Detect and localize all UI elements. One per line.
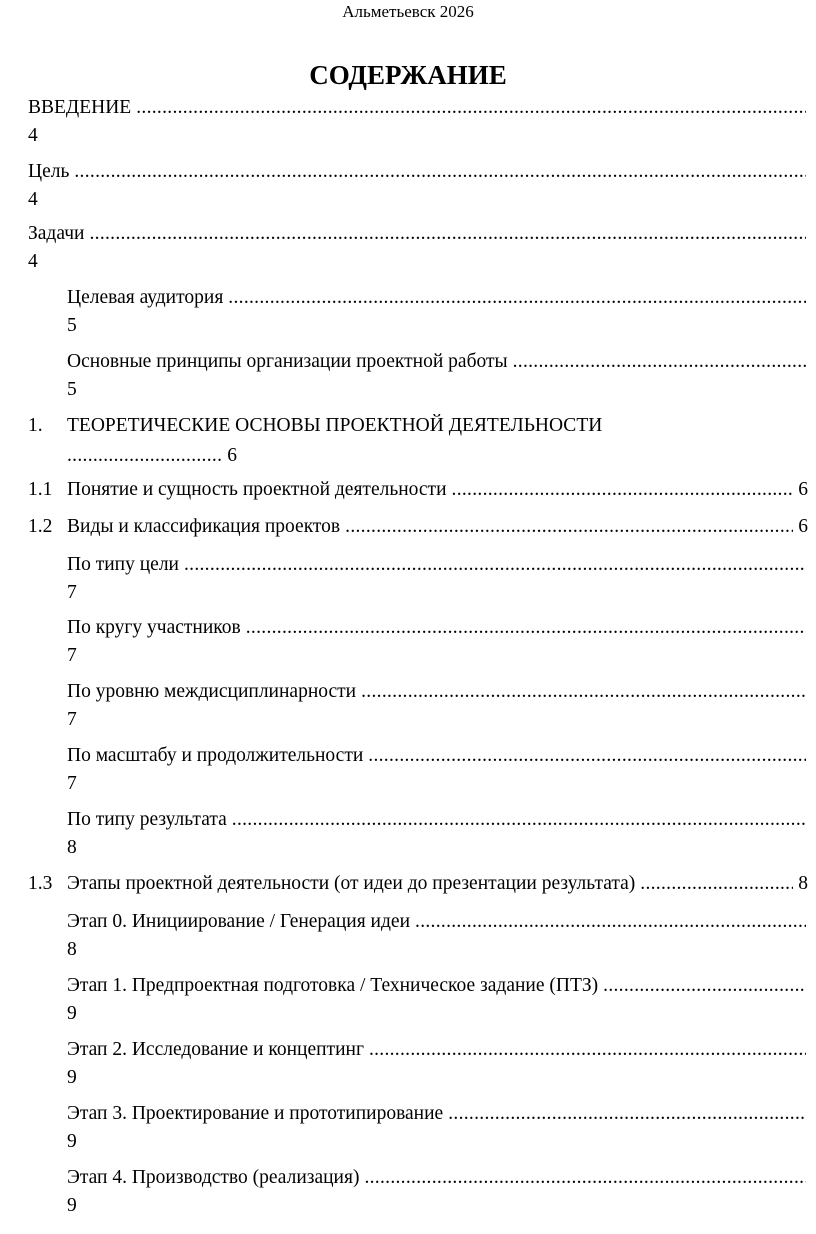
toc-entry-number: 1.2 [28, 516, 53, 537]
toc-leader-dots [67, 444, 223, 468]
toc-entry-label: Виды и классификация проектов [67, 516, 341, 537]
toc-leader-dots [448, 1102, 806, 1126]
toc-entry-page: 7 [67, 645, 77, 666]
toc-entry-line [67, 1102, 806, 1126]
toc-entry-line [28, 160, 806, 184]
toc-entry-page: 4 [28, 125, 38, 146]
toc-leader-dots [89, 222, 806, 246]
toc-entry-label: Целевая аудитория [67, 287, 224, 308]
toc-leader-dots [136, 96, 806, 120]
toc-entry-line [67, 616, 806, 640]
toc-entry-line [67, 414, 767, 438]
toc-entry-page: 9 [67, 1131, 77, 1152]
toc-entry-page: 8 [798, 873, 808, 894]
toc-entry-page: 7 [67, 709, 77, 730]
toc-entry-label: Этап 4. Производство (реализация) [67, 1167, 360, 1188]
toc-entry-label: По типу цели [67, 554, 179, 575]
toc-entry-line [67, 515, 808, 539]
toc-entry-label: ВВЕДЕНИЕ [28, 97, 132, 118]
toc-entry-label: Этап 0. Инициирование / Генерация идеи [67, 911, 411, 932]
toc-entry-page: 9 [67, 1067, 77, 1088]
toc-entry-label: По кругу участников [67, 617, 241, 638]
toc-leader-dots [364, 1166, 806, 1190]
toc-entry-line [67, 974, 806, 998]
toc-entry-page: 4 [28, 251, 38, 272]
toc-entry-page: 9 [67, 1195, 77, 1216]
toc-entry-line [67, 1038, 806, 1062]
toc-entry-label: Понятие и сущность проектной деятельности [67, 479, 447, 500]
toc-entry-line [67, 286, 806, 310]
toc-leader-dots [640, 872, 793, 896]
toc-entry-page: 5 [67, 315, 77, 336]
toc-leader-dots [513, 350, 806, 374]
toc-entry-line [67, 872, 808, 896]
toc-entry-page: 4 [28, 189, 38, 210]
toc-entry-label: ТЕОРЕТИЧЕСКИЕ ОСНОВЫ ПРОЕКТНОЙ ДЕЯТЕЛЬНОСТИ [67, 415, 603, 436]
toc-entry-number: 1.3 [28, 873, 53, 894]
toc-entry-line [67, 744, 806, 768]
toc-entry-page: 7 [67, 582, 77, 603]
toc-entry-leader-line [67, 444, 237, 468]
toc-leader-dots [368, 744, 806, 768]
toc-entry-label: Задачи [28, 223, 85, 244]
header-city-year: Альметьевск 2026 [342, 2, 474, 21]
toc-entry-line [28, 96, 806, 120]
toc-entry-page: 6 [798, 516, 808, 537]
toc-entry-label: Этап 3. Проектирование и прототипирование [67, 1103, 444, 1124]
toc-entry-line [67, 680, 806, 704]
toc-leader-dots [232, 808, 806, 832]
toc-entry-line [67, 553, 806, 577]
toc-leader-dots [369, 1038, 806, 1062]
toc-entry-page: 9 [67, 1003, 77, 1024]
toc-entry-line [67, 808, 806, 832]
toc-entry-label: По масштабу и продолжительности [67, 745, 364, 766]
toc-entry-line [28, 222, 806, 246]
toc-entry-label: Этапы проектной деятельности (от идеи до презентации результата) [67, 873, 636, 894]
toc-leader-dots [74, 160, 806, 184]
toc-entry-page: 8 [67, 837, 77, 858]
toc-entry-number: 1. [28, 415, 43, 436]
toc-entry-label: По типу результата [67, 809, 227, 830]
toc-leader-dots [361, 680, 806, 704]
toc-entry-page: 5 [67, 379, 77, 400]
toc-leader-dots [603, 974, 806, 998]
page-title: СОДЕРЖАНИЕ [309, 60, 507, 90]
toc-entry-label: Основные принципы организации проектной работы [67, 351, 508, 372]
toc-leader-dots [345, 515, 793, 539]
toc-entry-line [67, 350, 806, 374]
toc-leader-dots [184, 553, 806, 577]
toc-leader-dots [228, 286, 806, 310]
toc-entry-line [67, 1166, 806, 1190]
toc-entry-page: 8 [67, 939, 77, 960]
toc-entry-label: По уровню междисциплинарности [67, 681, 357, 702]
toc-entry-line [67, 910, 806, 934]
toc-entry-label: Цель [28, 161, 70, 182]
toc-leader-dots [415, 910, 806, 934]
toc-entry-page: 6 [227, 445, 237, 466]
toc-entry-label: Этап 1. Предпроектная подготовка / Техническое задание (ПТЗ) [67, 975, 599, 996]
toc-entry-label: Этап 2. Исследование и концептинг [67, 1039, 364, 1060]
toc-entry-number: 1.1 [28, 479, 53, 500]
toc-entry-page: 7 [67, 773, 77, 794]
toc-entry-page: 6 [798, 479, 808, 500]
toc-entry-line [67, 478, 808, 502]
toc-leader-dots [452, 478, 794, 502]
toc-leader-dots [246, 616, 806, 640]
